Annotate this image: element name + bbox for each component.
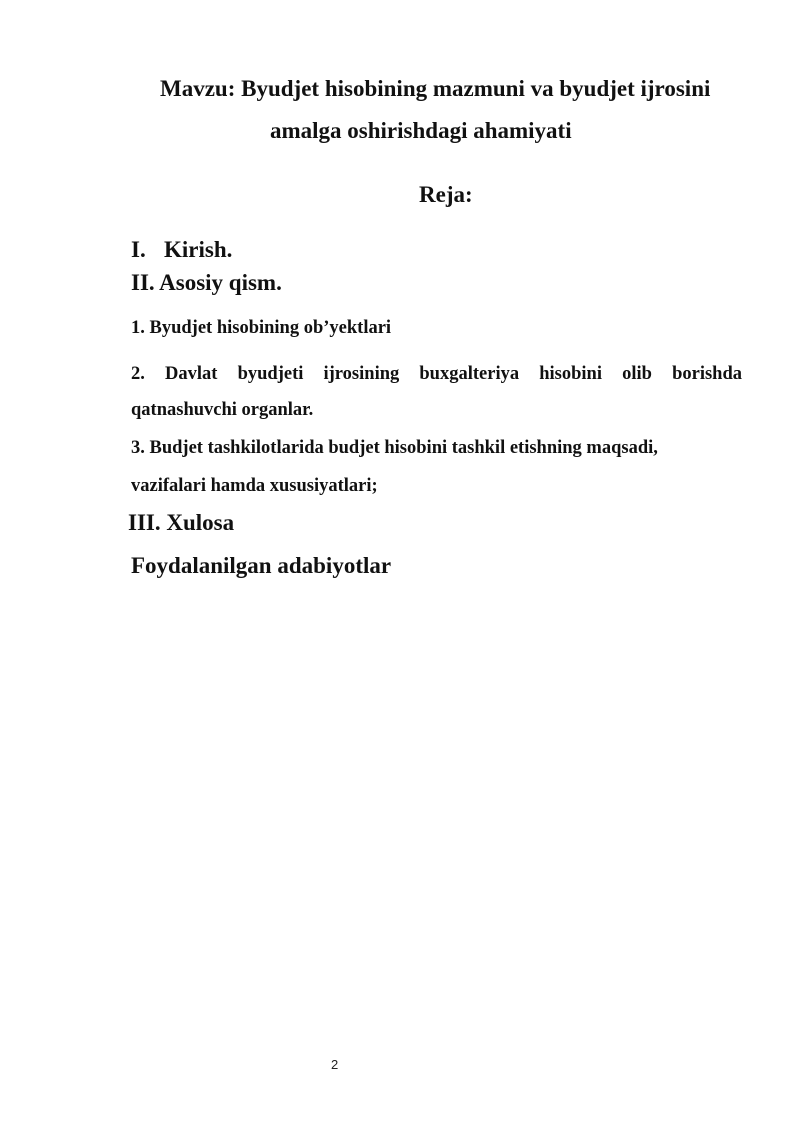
plan-subitem-1: 1. Byudjet hisobining ob’yektlari — [131, 318, 392, 338]
document-title-line-2: amalga oshirishdagi ahamiyati — [270, 118, 572, 143]
plan-item-introduction-text: Kirish. — [164, 237, 233, 262]
plan-item-introduction-number: I. — [131, 237, 146, 262]
plan-item-main-part: II. Asosiy qism. — [131, 270, 282, 295]
plan-subitem-3-line-2: vazifalari hamda xususiyatlari; — [131, 476, 378, 496]
plan-subitem-2-line-1: 2. Davlat byudjeti ijrosining buxgalteriya hisobini olib borishda — [131, 364, 742, 384]
plan-heading: Reja: — [419, 182, 473, 207]
plan-subitem-3-line-1: 3. Budjet tashkilotlarida budjet hisobini tashkil etishning maqsadi, — [131, 438, 658, 458]
plan-item-references: Foydalanilgan adabiyotlar — [131, 553, 392, 578]
plan-subitem-2-line-2: qatnashuvchi organlar. — [131, 400, 314, 420]
plan-item-introduction — [131, 237, 232, 263]
plan-item-conclusion: III. Xulosa — [128, 510, 235, 535]
page-number: 2 — [331, 1057, 339, 1072]
document-title-line-1: Mavzu: Byudjet hisobining mazmuni va byudjet ijrosini — [160, 76, 711, 101]
